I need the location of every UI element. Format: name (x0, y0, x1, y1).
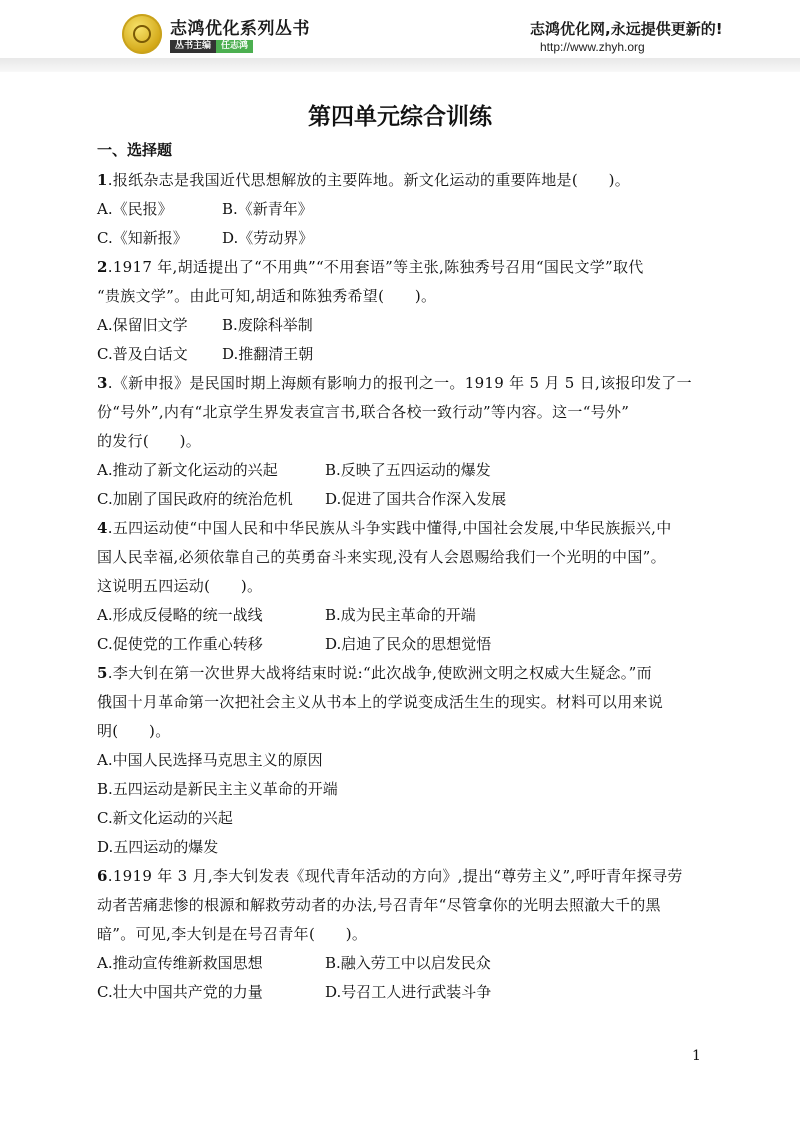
question-text: .《新申报》是民国时期上海颇有影响力的报刊之一。1919 年 5 月 5 日,该报印发了一 (107, 374, 692, 392)
question-number: 2 (97, 258, 108, 276)
editor-label: 丛书主编 (170, 40, 216, 53)
question-3-line-1 (97, 372, 692, 393)
question-3-option-b: B.反映了五四运动的爆发 (325, 461, 491, 479)
question-5-option-b: B.五四运动是新民主主义革命的开端 (97, 780, 338, 798)
question-2-option-c: C.普及白话文 (97, 345, 188, 363)
question-number: 4 (97, 519, 108, 537)
question-6-option-b: B.融入劳工中以启发民众 (325, 954, 491, 972)
question-2-option-b: B.废除科举制 (222, 316, 313, 334)
editor-name: 任志鸿 (216, 40, 253, 53)
question-6-line-2: 动者苦痛悲惨的根源和解救劳动者的办法,号召青年“尽管拿你的光明去照澈大千的黑 (97, 896, 661, 914)
question-6-option-c: C.壮大中国共产党的力量 (97, 983, 263, 1001)
question-number: 3 (97, 374, 108, 392)
question-text: .1919 年 3 月,李大钊发表《现代青年活动的方向》,提出“尊劳主义”,呼吁青年探寻劳 (107, 867, 683, 885)
question-6-option-a: A.推动宣传维新救国思想 (97, 954, 263, 972)
question-5-option-d: D.五四运动的爆发 (97, 838, 219, 856)
question-2-line-1 (97, 256, 644, 277)
question-text: .五四运动使“中国人民和中华民族从斗争实践中懂得,中国社会发展,中华民族振兴,中 (107, 519, 672, 537)
header-url: http://www.zhyh.org (540, 40, 645, 54)
question-number: 1 (97, 171, 108, 189)
question-3-option-c: C.加剧了国民政府的统治危机 (97, 490, 293, 508)
editor-tag (170, 40, 253, 53)
question-3-option-d: D.促进了国共合作深入发展 (325, 490, 507, 508)
page-title: 第四单元综合训练 (308, 104, 492, 130)
question-number: 6 (97, 867, 108, 885)
question-1-option-d: D.《劳动界》 (222, 229, 314, 247)
question-4-line-1 (97, 517, 672, 538)
question-4-option-a: A.形成反侵略的统一战线 (97, 606, 263, 624)
question-5-line-3: 明( )。 (97, 722, 171, 740)
question-4-option-d: D.启迪了民众的思想觉悟 (325, 635, 492, 653)
question-text: .1917 年,胡适提出了“不用典”“不用套语”等主张,陈独秀号召用“国民文学”取代 (107, 258, 644, 276)
question-6-line-3: 暗”。可见,李大钊是在号召青年( )。 (97, 925, 368, 943)
question-text: .报纸杂志是我国近代思想解放的主要阵地。新文化运动的重要阵地是( )。 (107, 171, 631, 189)
question-5-option-a: A.中国人民选择马克思主义的原因 (97, 751, 323, 769)
question-2-option-a: A.保留旧文学 (97, 316, 188, 334)
question-6-line-1 (97, 865, 683, 886)
question-6-option-d: D.号召工人进行武装斗争 (325, 983, 492, 1001)
page-header (0, 0, 800, 72)
question-1-option-a: A.《民报》 (97, 200, 173, 218)
question-3-line-3: 的发行( )。 (97, 432, 202, 450)
question-2-option-d: D.推翻清王朝 (222, 345, 314, 363)
series-title: 志鸿优化系列丛书 (170, 19, 310, 39)
series-logo-icon (122, 14, 162, 54)
question-1-option-b: B.《新青年》 (222, 200, 313, 218)
question-1-line-1 (97, 169, 630, 190)
question-5-line-1 (97, 662, 652, 683)
question-4-option-c: C.促使党的工作重心转移 (97, 635, 263, 653)
header-divider (0, 58, 800, 72)
question-number: 5 (97, 664, 108, 682)
question-5-line-2: 俄国十月革命第一次把社会主义从书本上的学说变成活生生的现实。材料可以用来说 (97, 693, 664, 711)
question-2-line-2: “贵族文学”。由此可知,胡适和陈独秀希望( )。 (97, 287, 437, 305)
header-slogan: 志鸿优化网,永远提供更新的! (530, 20, 723, 38)
question-4-option-b: B.成为民主革命的开端 (325, 606, 476, 624)
section-title: 一、选择题 (97, 141, 173, 159)
question-5-option-c: C.新文化运动的兴起 (97, 809, 233, 827)
question-4-line-3: 这说明五四运动( )。 (97, 577, 263, 595)
question-4-line-2: 国人民幸福,必须依靠自己的英勇奋斗来实现,没有人会恩赐给我们一个光明的中国”。 (97, 548, 666, 566)
page-number: 1 (692, 1048, 701, 1064)
question-3-option-a: A.推动了新文化运动的兴起 (97, 461, 278, 479)
question-text: .李大钊在第一次世界大战将结束时说:“此次战争,使欧洲文明之权威大生疑念。”而 (107, 664, 652, 682)
question-3-line-2: 份“号外”,内有“北京学生界发表宣言书,联合各校一致行动”等内容。这一“号外” (97, 403, 630, 421)
question-1-option-c: C.《知新报》 (97, 229, 188, 247)
